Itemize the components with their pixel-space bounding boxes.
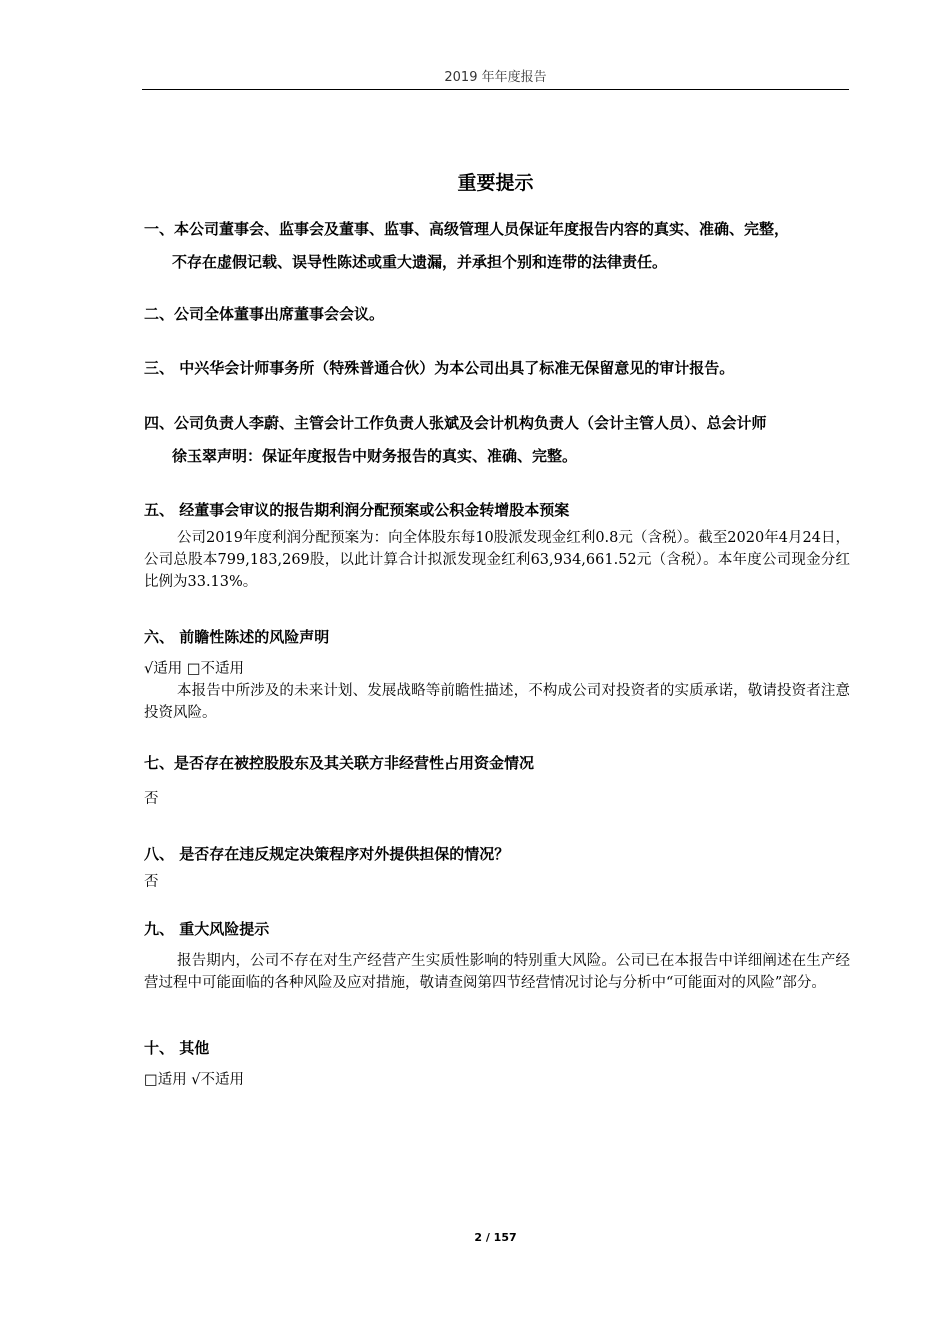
section-6-heading: 六、 前瞻性陈述的风险声明 (144, 628, 330, 646)
section-3-line-1: 三、 中兴华会计师事务所（特殊普通合伙）为本公司出具了标准无保留意见的审计报告。 (144, 359, 735, 377)
section-1-line-1: 一、本公司董事会、监事会及董事、监事、高级管理人员保证年度报告内容的真实、准确、完整， (144, 220, 790, 238)
section-1-line-2: 不存在虚假记载、误导性陈述或重大遗漏，并承担个别和连带的法律责任。 (172, 253, 668, 271)
section-4 (144, 407, 850, 473)
section-3 (144, 352, 850, 385)
page-number: 2 / 157 (474, 1231, 517, 1244)
section-6 (144, 621, 850, 724)
section-5-heading: 五、 经董事会审议的报告期利润分配预案或公积金转增股本预案 (144, 501, 570, 519)
section-9-body: 报告期内，公司不存在对生产经营产生实质性影响的特别重大风险。公司已在本报告中详细阐述在生产经营过程中可能面临的各种风险及应对措施，敬请查阅第四节经营情况讨论与分析中“可能面对的风险”部分。 (144, 953, 850, 991)
section-8 (144, 838, 850, 893)
section-10 (144, 1032, 850, 1091)
section-10-options: □适用 √不适用 (144, 1072, 245, 1088)
section-4-line-2: 徐玉翠声明：保证年度报告中财务报告的真实、准确、完整。 (172, 447, 578, 465)
section-7 (144, 747, 850, 810)
running-header: 2019 年年度报告 (444, 70, 547, 85)
section-2 (144, 298, 850, 331)
section-7-answer: 否 (144, 791, 159, 807)
section-6-options: √适用 □不适用 (144, 661, 245, 677)
section-10-heading: 十、 其他 (144, 1039, 210, 1057)
section-8-heading: 八、 是否存在违反规定决策程序对外提供担保的情况？ (144, 845, 510, 863)
page-title: 重要提示 (457, 172, 534, 194)
section-4-line-1: 四、公司负责人李蔚、主管会计工作负责人张斌及会计机构负责人（会计主管人员）、总会计师 (144, 414, 767, 432)
section-7-heading: 七、是否存在被控股股东及其关联方非经营性占用资金情况 (144, 754, 535, 772)
section-5-body: 公司2019年度利润分配预案为：向全体股东每10股派发现金红利0.8元（含税）。截至2020年4月24日，公司总股本799,183,269股，以此计算合计拟派发现金红利63,934,661.52元（含税）。本年度公司现金分红比例为33.13%。 (144, 530, 850, 590)
section-6-body: 本报告中所涉及的未来计划、发展战略等前瞻性描述，不构成公司对投资者的实质承诺，敬请投资者注意投资风险。 (144, 683, 850, 721)
section-9 (144, 913, 850, 994)
section-8-answer: 否 (144, 874, 159, 890)
section-5 (144, 494, 850, 593)
header-rule (142, 89, 849, 90)
section-2-line-1: 二、公司全体董事出席董事会会议。 (144, 305, 385, 323)
section-9-heading: 九、 重大风险提示 (144, 920, 270, 938)
section-1 (144, 213, 850, 279)
